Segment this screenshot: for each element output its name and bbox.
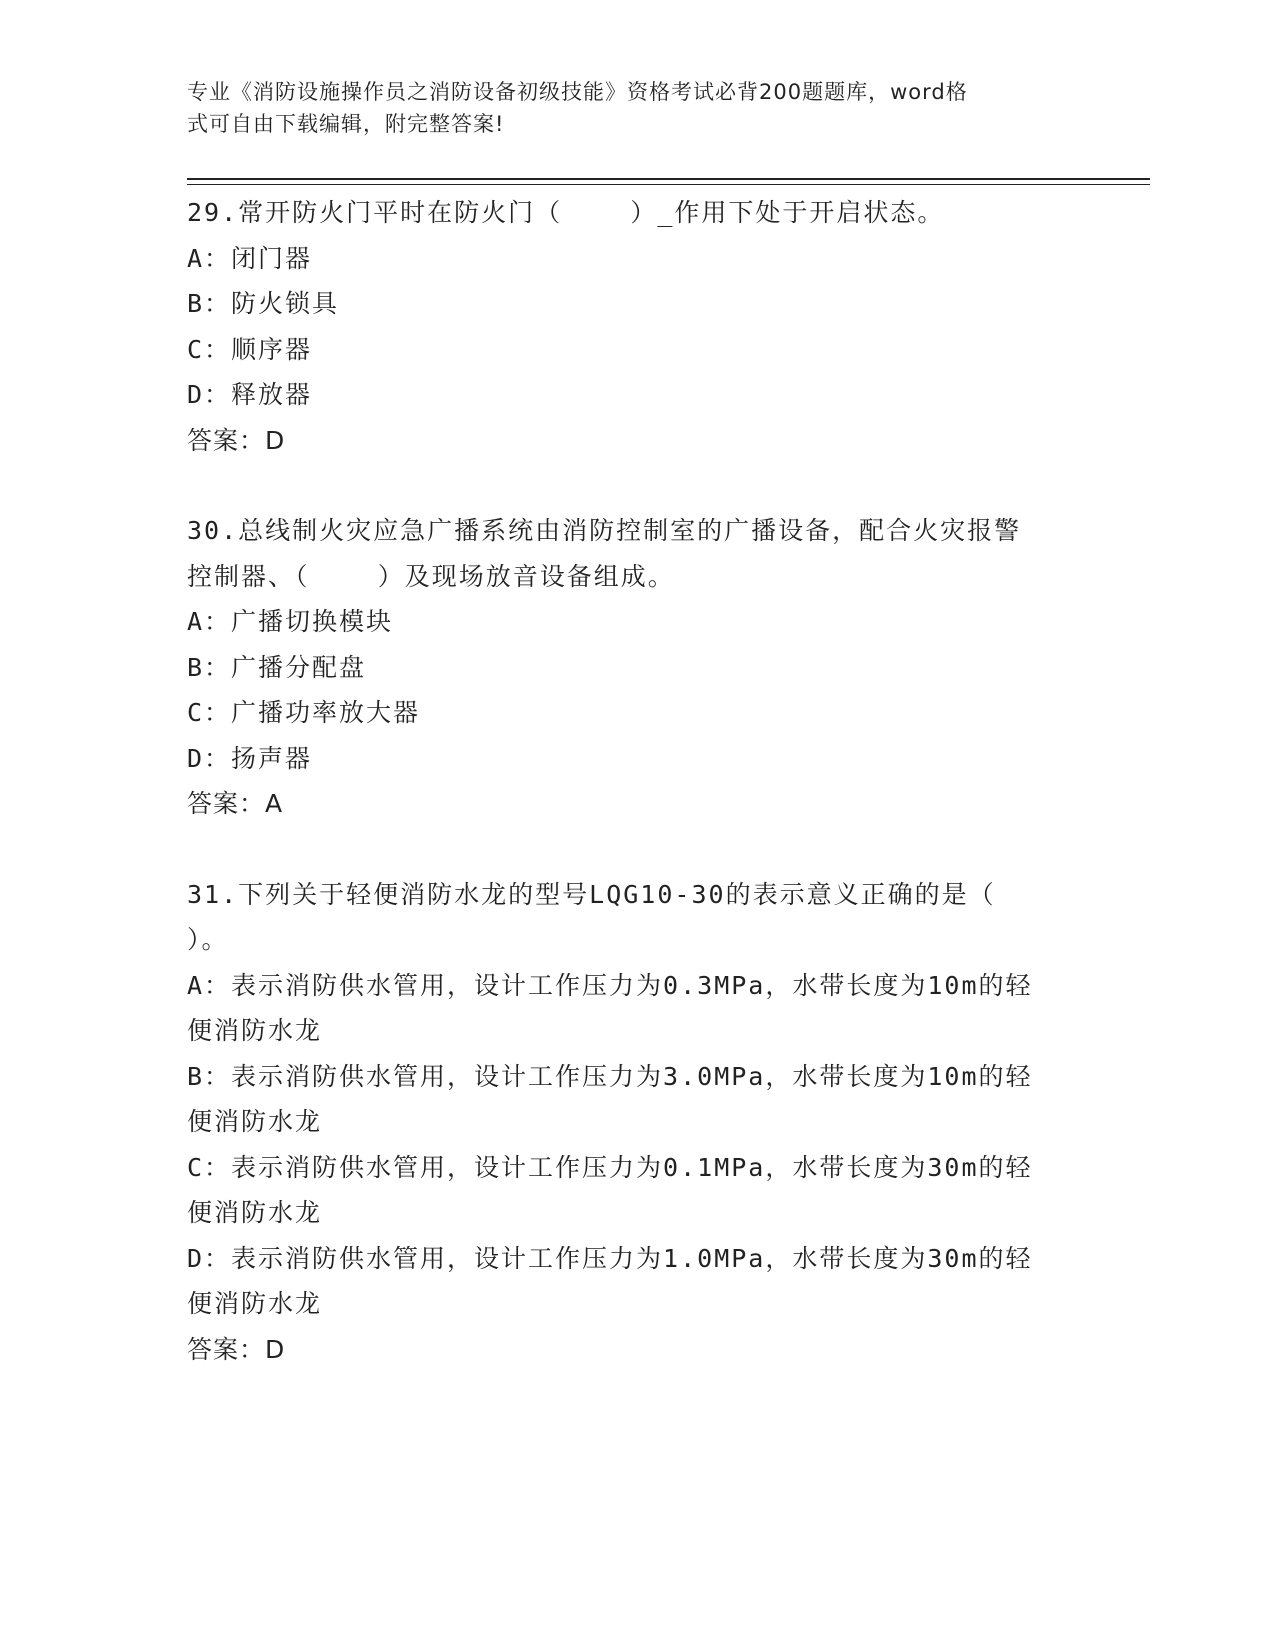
question-31-option-b-line-1: B：表示消防供水管用，设计工作压力为3.0MPa，水带长度为10m的轻	[187, 1061, 1033, 1091]
question-30-stem-line-2: 控制器、（ ）及现场放音设备组成。	[187, 561, 675, 591]
question-30	[187, 508, 1087, 827]
question-31-option-d-line-1: D：表示消防供水管用，设计工作压力为1.0MPa，水带长度为30m的轻	[187, 1243, 1033, 1273]
question-30-option-c: C：广播功率放大器	[187, 698, 421, 727]
question-29-stem-line-1: 29.常开防火门平时在防火门（ ）_作用下处于开启状态。	[187, 198, 945, 227]
document-header	[187, 76, 1067, 140]
question-31-option-a-line-2: 便消防水龙	[187, 1016, 323, 1045]
question-31-option-d-line-2: 便消防水龙	[187, 1289, 323, 1318]
question-29-answer: 答案：D	[187, 425, 286, 455]
question-29	[187, 190, 1087, 463]
question-29-option-a: A：闭门器	[187, 243, 313, 273]
question-30-stem-line-1: 30.总线制火灾应急广播系统由消防控制室的广播设备，配合火灾报警	[187, 516, 1022, 545]
question-30-option-d: D：扬声器	[187, 743, 313, 773]
question-30-answer: 答案：A	[187, 789, 284, 818]
question-29-option-d: D：释放器	[187, 380, 313, 409]
question-31	[187, 872, 1087, 1373]
question-31-stem-line-2: ）。	[187, 925, 229, 954]
question-spacer	[187, 827, 1087, 872]
header-line-2: 式可自由下载编辑，附完整答案!	[187, 112, 505, 136]
header-divider-thick	[187, 178, 1150, 180]
question-30-option-b: B：广播分配盘	[187, 652, 367, 682]
question-31-option-c-line-1: C：表示消防供水管用，设计工作压力为0.1MPa，水带长度为30m的轻	[187, 1152, 1033, 1182]
question-31-answer: 答案：D	[187, 1334, 286, 1364]
header-line-1: 专业《消防设施操作员之消防设备初级技能》资格考试必背200题题库，word格	[187, 80, 968, 104]
question-29-option-b: B：防火锁具	[187, 289, 340, 318]
question-spacer	[187, 463, 1087, 508]
question-30-option-a: A：广播切换模块	[187, 607, 394, 636]
question-list	[187, 190, 1087, 1372]
question-31-option-c-line-2: 便消防水龙	[187, 1198, 323, 1227]
header-divider-thin	[187, 184, 1150, 185]
question-31-option-b-line-2: 便消防水龙	[187, 1107, 323, 1136]
question-31-stem-line-1: 31.下列关于轻便消防水龙的型号LQG10-30的表示意义正确的是（	[187, 879, 996, 909]
question-31-option-a-line-1: A：表示消防供水管用，设计工作压力为0.3MPa，水带长度为10m的轻	[187, 970, 1033, 1000]
question-29-option-c: C：顺序器	[187, 334, 313, 364]
